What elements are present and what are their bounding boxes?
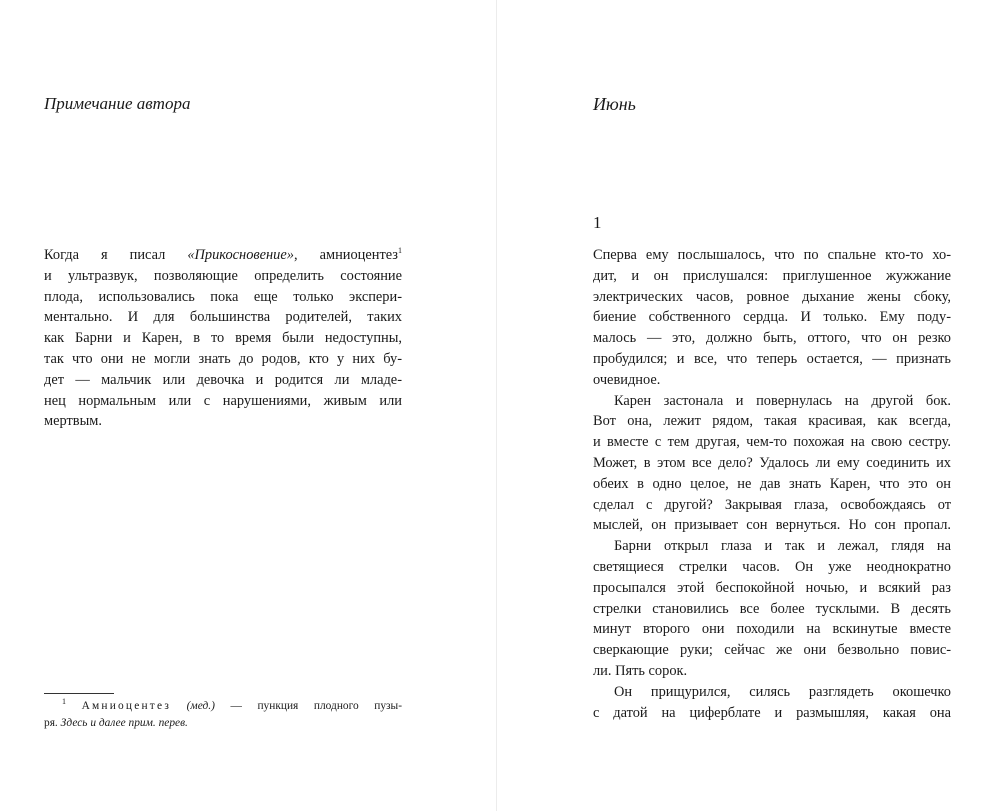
text-line: пробудился; и все, что теперь остается, — признать — [593, 350, 951, 367]
left-page — [0, 0, 496, 811]
text-line: электрических часов, ровное дыхание жены сбоку, — [593, 288, 951, 305]
text-span: Когда я писал — [44, 247, 188, 263]
book-title-italic: «Прикосновение» — [187, 247, 294, 263]
text-line: с датой на циферблате и размышляя, какая она — [593, 704, 951, 721]
page-title: Примечание автора — [44, 94, 191, 113]
text-line: и вместе с тем другая, чем-то похожая на свою сестру. — [593, 434, 951, 451]
footnote-line — [44, 715, 402, 732]
footnote-text: ря. — [44, 717, 61, 729]
chapter-title: Июнь — [593, 94, 636, 114]
text-line: сделал с другой? Закрывая глаза, освобождаясь от — [593, 496, 951, 513]
footnote-line — [44, 698, 402, 715]
footnote-reference[interactable]: 1 — [398, 246, 402, 256]
text-line: мыслей, он призывает сон вернуться. Но сон пропал. — [593, 517, 951, 534]
text-line: Барни открыл глаза и так и лежал, глядя на — [614, 538, 951, 555]
text-line: плода, использовались пока еще только экспери- — [44, 288, 402, 305]
right-page — [498, 0, 1003, 811]
text-line: и ультразвук, позволяющие определить состояние — [44, 267, 402, 284]
text-line — [44, 245, 402, 266]
footnote-marker: 1 — [62, 697, 66, 707]
text-line: обеих в одно целое, не дав знать Карен, что это он — [593, 475, 951, 492]
text-line: просыпался этой беспокойной ночью, и всякий раз — [593, 579, 951, 596]
footnote-divider — [44, 693, 114, 694]
text-line: Может, в этом все дело? Удалось ли ему соединить их — [593, 454, 951, 471]
translator-note: Здесь и далее прим. перев. — [60, 717, 188, 729]
text-line: дит, и он прислушался: приглушенное жужжание — [593, 267, 951, 284]
chapter-text — [593, 245, 951, 723]
footnote-term: Амниоцентез — [81, 700, 172, 712]
text-line: Он прищурился, силясь разглядеть окошечко — [614, 683, 951, 700]
footnote-text: — пункция плодного пузы- — [214, 700, 403, 712]
text-line: Карен застонала и повернулась на другой бок. — [614, 392, 951, 409]
text-line: Сперва ему послышалось, что по спальне кто-то хо- — [593, 247, 951, 263]
text-line: минут второго они походили на вскинутые вместе — [593, 621, 951, 638]
book-gutter — [496, 0, 497, 811]
footnote — [44, 698, 402, 732]
text-line: очевидное. — [593, 371, 661, 388]
text-line: дет — мальчик или девочка и родится ли младе- — [44, 371, 402, 388]
text-line: малось — это, должно быть, оттого, что он резко — [593, 330, 951, 347]
author-note-paragraph — [44, 245, 402, 432]
section-number: 1 — [593, 213, 602, 232]
text-line: ли. Пять сорок. — [593, 662, 688, 679]
text-line: биение собственного сердца. И только. Ему поду- — [593, 309, 951, 326]
text-line: сверкающие руки; сейчас же они безвольно повис- — [593, 642, 951, 659]
text-line: как Барни и Карен, в то время были недоступны, — [44, 330, 402, 347]
text-line: так что они не могли знать до родов, кто у них бу- — [44, 350, 402, 367]
text-line: стрелки становились все более тусклыми. В десять — [593, 600, 951, 617]
text-line: Вот она, лежит рядом, такая красивая, как всегда, — [593, 413, 951, 430]
text-line: ментально. И для большинства родителей, таких — [44, 309, 402, 326]
footnote-abbr: (мед.) — [186, 700, 215, 712]
text-span: , амниоцентез — [293, 247, 398, 263]
text-line: светящиеся стрелки часов. Он уже неоднократно — [593, 558, 951, 575]
text-line: нец нормальным или с нарушениями, живым или — [44, 392, 402, 409]
text-line: мертвым. — [44, 413, 102, 430]
